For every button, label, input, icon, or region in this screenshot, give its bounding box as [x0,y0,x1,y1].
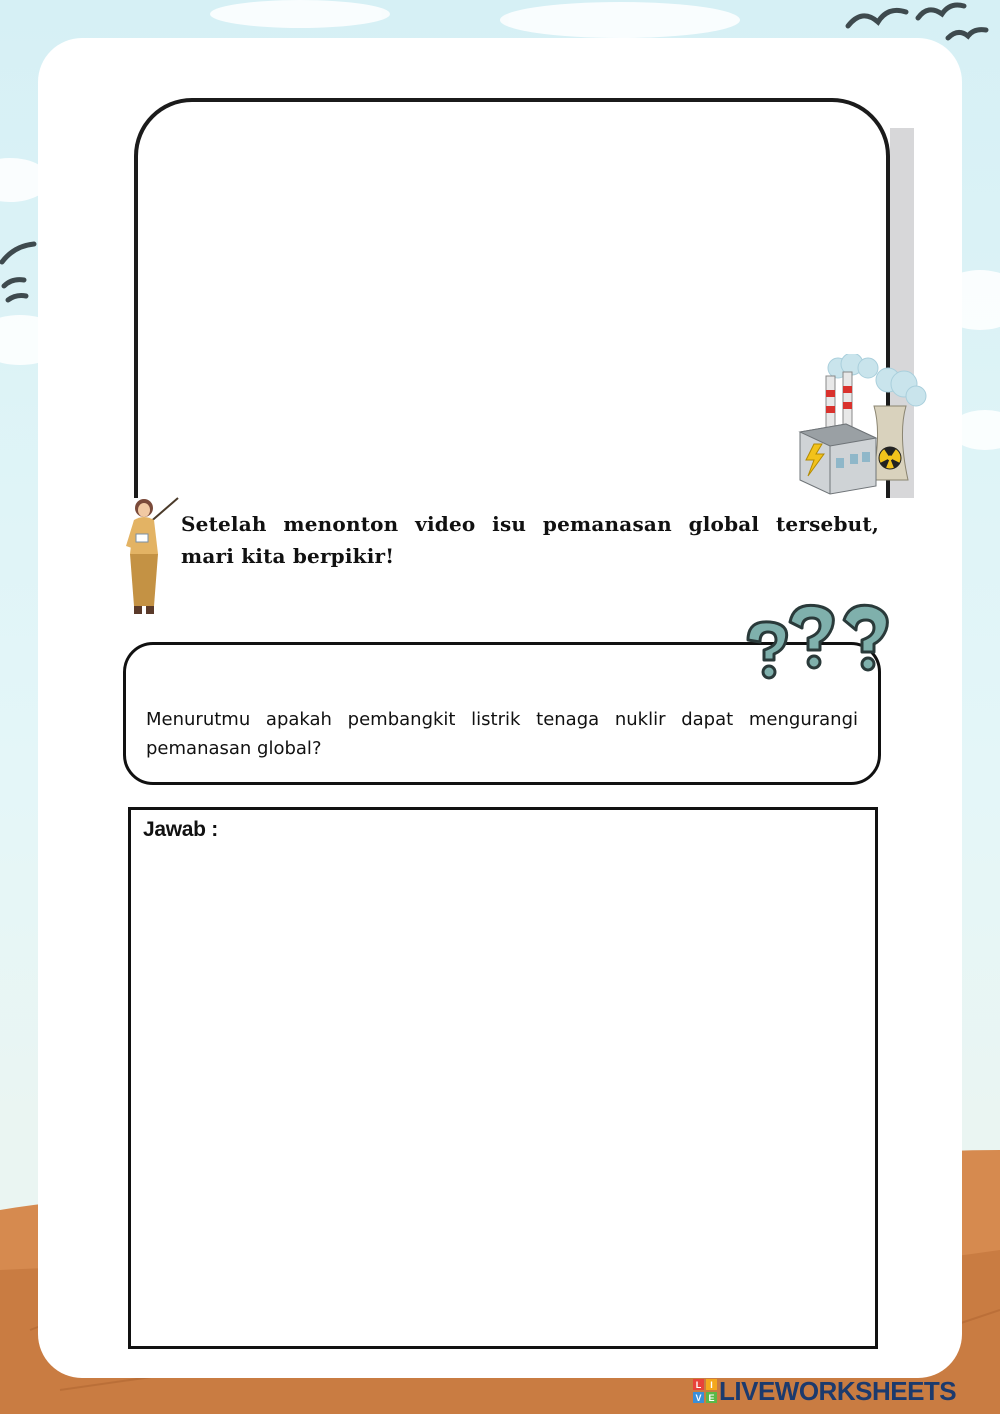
instruction-text: Setelah menonton video isu pemanasan global tersebut, mari kita berpikir! [181,512,879,568]
logo-letter-i: I [710,1380,713,1390]
answer-label: Jawab : [143,818,218,841]
logo-letter-v: V [695,1393,702,1403]
question-text: Menurutmu apakah pembangkit listrik tenaga nuklir dapat mengurangi pemanasan global? [146,709,858,759]
liveworksheets-logo-icon [693,1379,717,1403]
teacher-illustration [118,494,184,618]
liveworksheets-brand [693,1376,956,1406]
question-marks-icon [740,600,896,684]
logo-letter-l: L [695,1380,702,1390]
video-frame [134,98,890,518]
nuclear-power-plant-icon [792,354,932,496]
answer-box[interactable] [128,807,878,1349]
logo-letter-e: E [708,1393,715,1403]
brand-name: LIVEWORKSHEETS [719,1375,957,1406]
